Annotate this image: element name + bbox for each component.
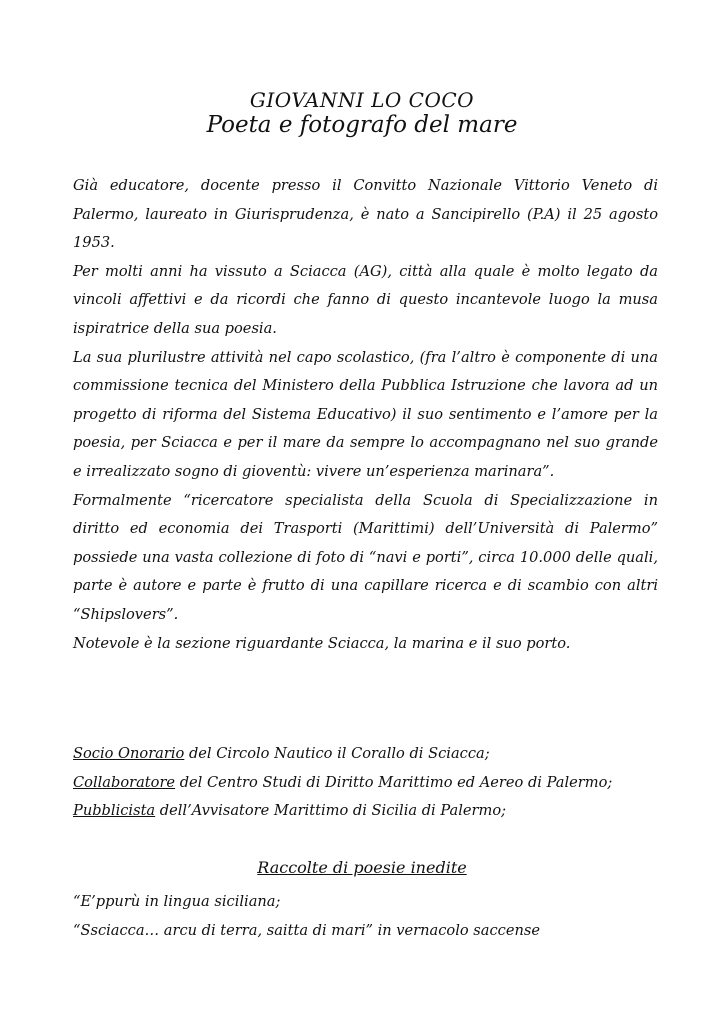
role-text: del Circolo Nautico il Corallo di Sciacca; xyxy=(184,745,490,762)
role-item xyxy=(73,740,673,769)
collection-item: “Ssciacca… arcu di terra, saitta di mari” in vernacolo saccense xyxy=(73,921,541,939)
bio-paragraph: Notevole è la sezione riguardante Sciacca, la marina e il suo porto. xyxy=(73,634,571,652)
role-text: dell’Avvisatore Marittimo di Sicilia di Palermo; xyxy=(155,802,507,820)
author-name: GIOVANNI LO COCO xyxy=(249,88,475,112)
biography xyxy=(73,172,658,658)
roles-list xyxy=(73,740,673,826)
collections-list xyxy=(73,888,673,945)
role-title: Socio Onorario xyxy=(73,745,185,762)
collections-heading: Raccolte di poesie inedite xyxy=(257,858,467,877)
bio-paragraph: Per molti anni ha vissuto a Sciacca (AG), città alla quale è molto legato da vincoli affettivi e da ricordi che fanno di questo incantevole luogo la musa ispiratrice della sua poesia. xyxy=(73,262,658,337)
role-item xyxy=(73,797,673,826)
role-item xyxy=(73,769,673,798)
bio-paragraph: La sua plurilustre attività nel capo scolastico, (fra l’altro è componente di una commissione tecnica del Ministero della Pubblica Istruzione che lavora ad un progetto di riforma del Sistema Educativo) il suo sentimento e l’amore per la poesia, per Sciacca e per il mare da sempre lo accompagnano nel suo grande e irrealizzato sogno di gioventù: vivere un’esperienza marinara”. xyxy=(73,348,658,480)
bio-paragraph: Formalmente “ricercatore specialista della Scuola di Specializzazione in diritto ed economia dei Trasporti (Marittimi) dell’Università di Palermo” possiede una vasta collezione di foto di “navi e porti”, circa 10.000 delle quali, parte è autore e parte è frutto di una capillare ricerca e di scambio con altri “Shipslovers”. xyxy=(73,491,658,623)
role-title: Pubblicista xyxy=(73,802,156,820)
bio-paragraph: Già educatore, docente presso il Convitto Nazionale Vittorio Veneto di Palermo, laureato in Giurisprudenza, è nato a Sancipirello (P.A) il 25 agosto 1953. xyxy=(73,177,658,252)
role-text: del Centro Studi di Diritto Marittimo ed Aereo di Palermo; xyxy=(175,773,613,791)
collection-item: “E’ppurù in lingua siciliana; xyxy=(73,893,281,910)
document-subtitle: Poeta e fotografo del mare xyxy=(206,112,518,138)
role-title: Collaboratore xyxy=(73,773,176,791)
